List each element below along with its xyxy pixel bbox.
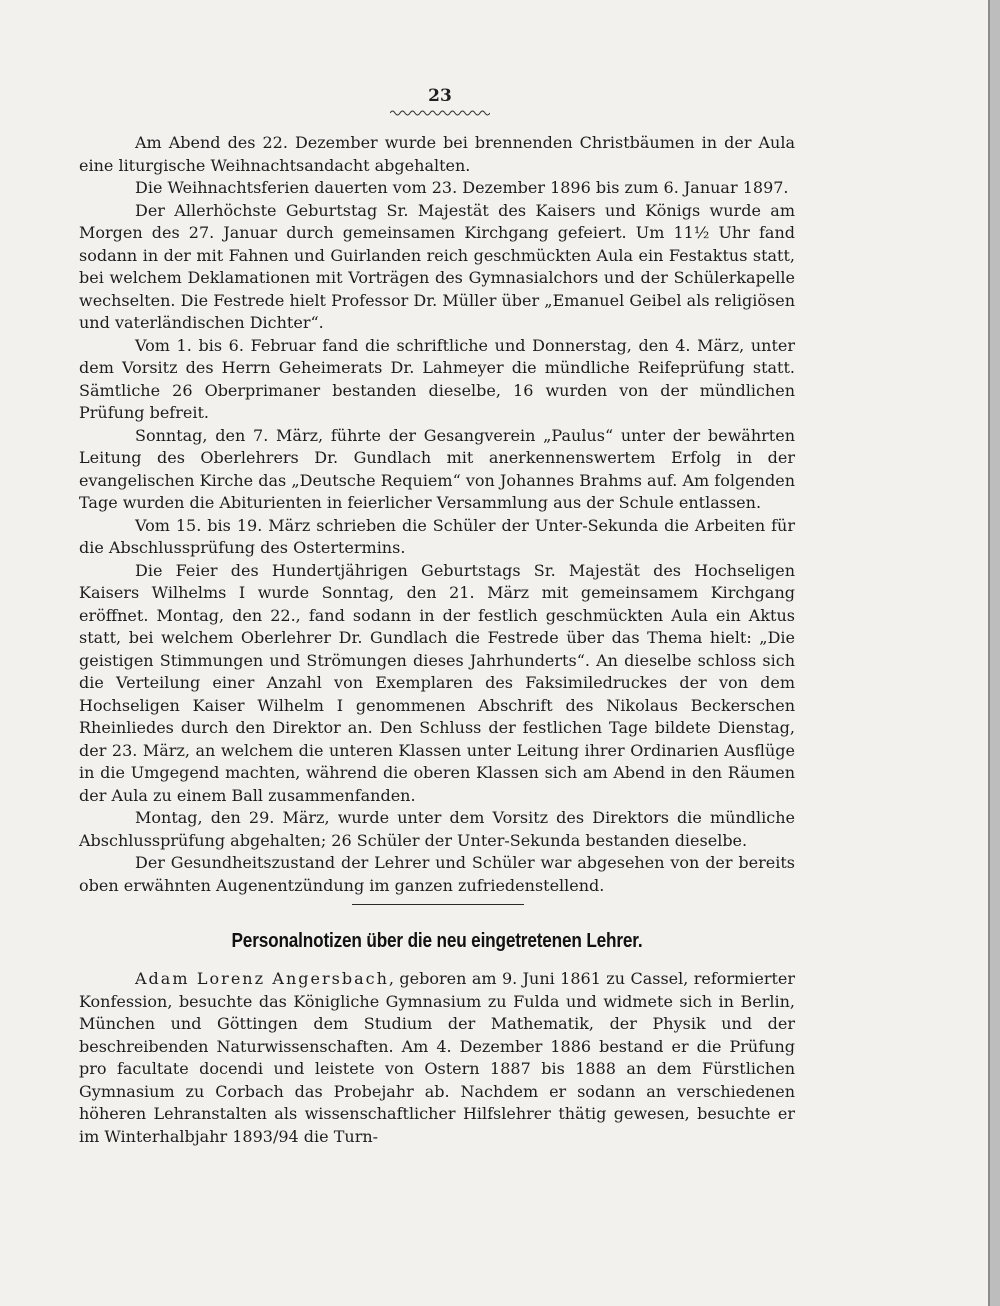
paragraph: Der Gesundheitszustand der Lehrer und Schüler war abgesehen von der bereits oben erwähnten Augenentzündung im ganzen zufriedenstellend. <box>79 853 795 895</box>
bio-text: , geboren am 9. Juni 1861 zu Cassel, reformierter Konfession, besuchte das Königliche Gymnasium zu Fulda und widmete sich in Berlin, München und Göttingen dem Studium der Mathematik, der Physik und der beschreibenden Naturwissenschaften. Am 4. Dezember 1886 bestand er die Prüfung pro facultate docendi und leistete von Ostern 1887 bis 1888 an dem Fürstlichen Gymnasium zu Corbach das Probejahr ab. Nachdem er sodann an verschiedenen höheren Lehranstalten als wissenschaftlicher Hilfslehrer thätig gewesen, besuchte er im Winterhalbjahr 1893/94 die Turn- <box>79 969 796 1146</box>
chronicle-text <box>79 132 795 897</box>
teacher-biography <box>79 968 795 1148</box>
bio-paragraph <box>79 968 795 1148</box>
paragraph: Der Allerhöchste Geburtstag Sr. Majestät des Kaisers und Königs wurde am Morgen des 27. Januar durch gemeinsamen Kirchgang gefeiert. Um 11½ Uhr fand sodann in der mit Fahnen und Guirlanden reich geschmückten Aula ein Festaktus statt, bei welchem Deklamationen mit Vorträgen des Gymnasialchors und der Schülerkapelle wechselten. Die Festrede hielt Professor Dr. Müller über „Emanuel Geibel als religiösen und vaterländischen Dichter“. <box>79 200 795 332</box>
teacher-name: Adam Lorenz Angersbach <box>135 969 389 988</box>
paragraph: Die Feier des Hundertjährigen Geburtstags Sr. Majestät des Hochseligen Kaisers Wilhelms I wurde Sonntag, den 21. März mit gemeinsamem Kirchgang eröffnet. Montag, den 22., fand sodann in der festlich geschmückten Aula ein Aktus statt, bei welchem Oberlehrer Dr. Gundlach die Festrede über das Thema hielt: „Die geistigen Stimmungen und Strömungen dieses Jahrhunderts“. An dieselbe schloss sich die Verteilung einer Anzahl von Exemplaren des Faksimiledruckes der von dem Hochseligen Kaiser Wilhelm I genommenen Abschrift des Nikolaus Beckerschen Rheinliedes durch den Direktor an. Den Schluss der festlichen Tage bildete Dienstag, der 23. März, an welchem die unteren Klassen unter Leitung ihrer Ordinarien Ausflüge in die Umgegend machten, während die oberen Klassen sich am Abend in den Räumen der Aula zu einem Ball zusammenfanden. <box>79 560 795 805</box>
paragraph: Am Abend des 22. Dezember wurde bei brennenden Christbäumen in der Aula eine liturgische Weihnachtsandacht abgehalten. <box>79 133 795 175</box>
paragraph: Montag, den 29. März, wurde unter dem Vorsitz des Direktors die mündliche Abschlussprüfung abgehalten; 26 Schüler der Unter-Sekunda bestanden dieselbe. <box>79 808 795 850</box>
page-number: 23 <box>428 86 452 106</box>
section-heading: Personalnotizen über die neu eingetretenen Lehrer. <box>231 930 643 952</box>
page-edge <box>988 0 1000 1306</box>
paragraph: Sonntag, den 7. März, führte der Gesangverein „Paulus“ unter der bewährten Leitung des Oberlehrers Dr. Gundlach mit anerkennenswertem Erfolg in der evangelischen Kirche das „Deutsche Requiem“ von Johannes Brahms auf. Am folgenden Tage wurden die Abiturienten in feierlicher Versammlung aus der Schule entlassen. <box>79 425 795 512</box>
paragraph: Die Weihnachtsferien dauerten vom 23. Dezember 1896 bis zum 6. Januar 1897. <box>135 178 789 197</box>
section-divider <box>352 904 524 905</box>
paragraph: Vom 15. bis 19. März schrieben die Schüler der Unter-Sekunda die Arbeiten für die Abschlussprüfung des Ostertermins. <box>79 515 795 557</box>
wavy-ornament <box>390 109 490 117</box>
paragraph: Vom 1. bis 6. Februar fand die schriftliche und Donnerstag, den 4. März, unter dem Vorsitz des Herrn Geheimerats Dr. Lahmeyer die mündliche Reifeprüfung statt. Sämtliche 26 Oberprimaner bestanden dieselbe, 16 wurden von der mündlichen Prüfung befreit. <box>79 335 795 422</box>
